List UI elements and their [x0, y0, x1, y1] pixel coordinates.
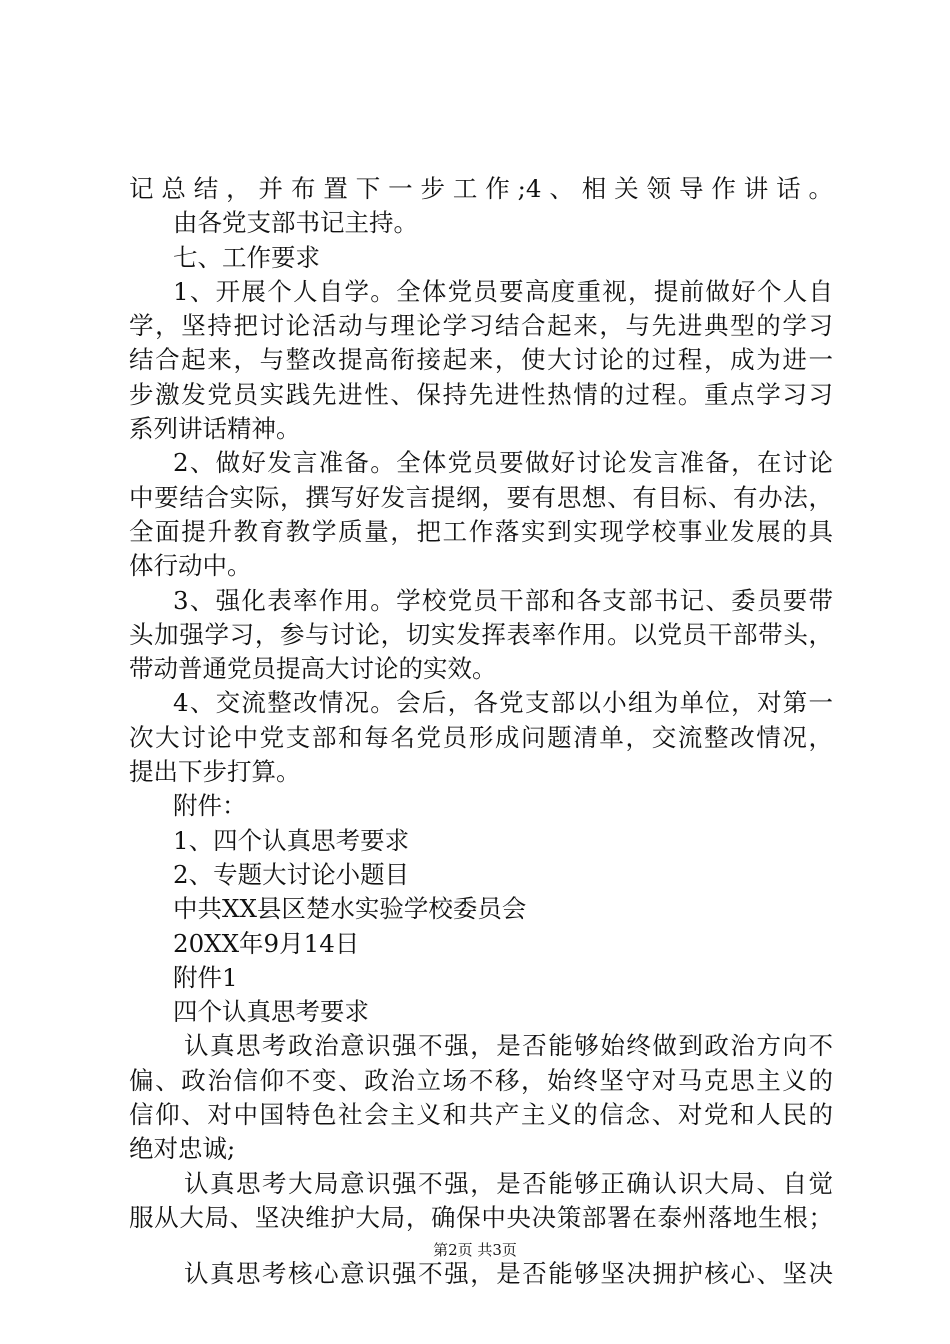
text-line: 1、开展个人自学。全体党员要高度重视，提前做好个人自: [173, 276, 833, 306]
text-line: 3、强化表率作用。学校党员干部和各支部书记、委员要带: [173, 585, 833, 615]
text-line: 带动普通党员提高大讨论的实效。: [129, 654, 497, 684]
text-line: 偏、政治信仰不变、政治立场不移，始终坚守对马克思主义的: [129, 1065, 833, 1095]
text-line: 次大讨论中党支部和每名党员形成问题清单，交流整改情况，: [129, 722, 833, 752]
text-line: 全面提升教育教学质量，把工作落实到实现学校事业发展的具: [129, 516, 833, 546]
attachment-label: 附件：: [173, 791, 247, 821]
document-body: [129, 172, 833, 1292]
text-line: 头加强学习，参与讨论，切实发挥表率作用。以党员干部带头，: [129, 619, 833, 649]
section-heading: 七、工作要求: [173, 242, 320, 272]
text-line: 绝对忠诚;: [129, 1134, 236, 1164]
text-line: 提出下步打算。: [129, 757, 301, 787]
issuer-name: 中共XX县区楚水实验学校委员会: [173, 894, 527, 924]
text-line: 信仰、对中国特色社会主义和共产主义的信念、对党和人民的: [129, 1100, 833, 1130]
text-line: 认真思考政治意识强不强，是否能够始终做到政治方向不: [184, 1031, 833, 1061]
text-line: 系列讲话精神。: [129, 414, 301, 444]
attachment-title: 四个认真思考要求: [173, 997, 369, 1027]
text-line: 学，坚持把讨论活动与理论学习结合起来，与先进典型的学习: [129, 311, 833, 341]
attachment-item: 1、四个认真思考要求: [173, 825, 410, 855]
issue-date: 20XX年9月14日: [173, 928, 360, 958]
text-line: 认真思考核心意识强不强，是否能够坚决拥护核心、坚决: [184, 1259, 833, 1289]
page-footer: 第2页 共3页: [433, 1241, 517, 1259]
text-line: 中要结合实际，撰写好发言提纲，要有思想、有目标、有办法，: [129, 482, 833, 512]
text-line: 体行动中。: [129, 551, 252, 581]
text-line: 记总结，并布置下一步工作;4、相关领导作讲话。: [129, 174, 833, 203]
attachment-heading: 附件1: [173, 962, 238, 992]
text-line: 由各党支部书记主持。: [173, 208, 418, 238]
text-line: 4、交流整改情况。会后，各党支部以小组为单位，对第一: [173, 688, 833, 718]
text-line: 2、做好发言准备。全体党员要做好讨论发言准备，在讨论: [173, 448, 833, 478]
text-line: 认真思考大局意识强不强，是否能够正确认识大局、自觉: [184, 1168, 833, 1198]
text-line: 服从大局、坚决维护大局，确保中央决策部署在泰州落地生根；: [129, 1202, 833, 1232]
attachment-item: 2、专题大讨论小题目: [173, 859, 410, 889]
text-line: 步激发党员实践先进性、保持先进性热情的过程。重点学习习: [129, 379, 833, 409]
text-line: 结合起来，与整改提高衔接起来，使大讨论的过程，成为进一: [129, 345, 833, 375]
